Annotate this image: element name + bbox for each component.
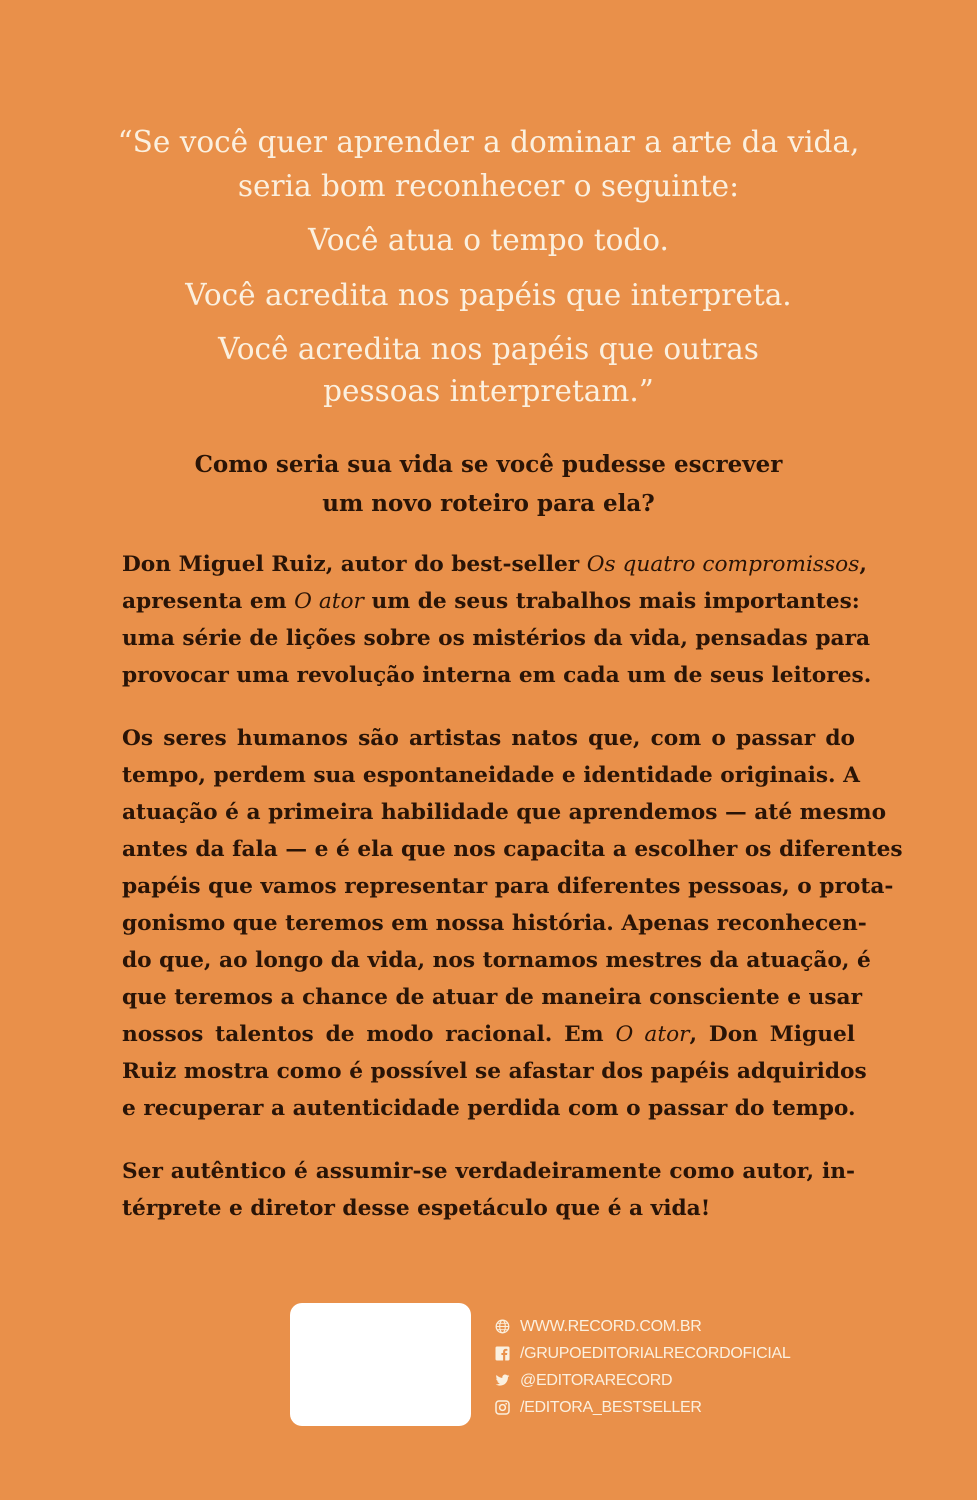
paragraph2-line-7: do que, ao longo da vida, nos tornamos mestres da atuação, é (122, 948, 871, 973)
social-text-website: WWW.RECORD.COM.BR (520, 1318, 702, 1335)
social-item-website[interactable] (495, 1313, 790, 1340)
paragraph2-line-10: Ruiz mostra como é possível se afastar dos papéis adquiridos (122, 1059, 867, 1084)
paragraph3-line-1: Ser autêntico é assumir-se verdadeiramente como autor, in- (122, 1159, 855, 1184)
quote-line-3: Você atua o tempo todo. (308, 223, 669, 257)
paragraph1-line-3: uma série de lições sobre os mistérios da vida, pensadas para (122, 626, 871, 651)
paragraph3-line-2: térprete e diretor desse espetáculo que é a vida! (122, 1196, 711, 1221)
social-text-twitter: @EDITORARECORD (520, 1372, 673, 1389)
paragraph2-line-6: gonismo que teremos em nossa história. Apenas reconhecen- (122, 911, 867, 936)
subtitle-line-2: um novo roteiro para ela? (322, 490, 655, 517)
social-text-instagram: /EDITORA_BESTSELLER (520, 1399, 702, 1416)
instagram-icon (495, 1400, 510, 1415)
barcode-box (290, 1303, 471, 1426)
book-title-o-ator-2: O ator (615, 1022, 690, 1047)
subtitle-line-1: Como seria sua vida se você pudesse escrever (194, 451, 783, 478)
twitter-icon (495, 1373, 510, 1388)
quote-line-1: “Se você quer aprender a dominar a arte da vida, (117, 125, 860, 159)
paragraph2-line-2: tempo, perdem sua espontaneidade e identidade originais. A (122, 763, 860, 788)
paragraph2-line-3: atuação é a primeira habilidade que aprendemos — até mesmo (122, 800, 887, 825)
paragraph1-line-1: Don Miguel Ruiz, autor do best-seller Os quatro compromissos, (122, 552, 867, 577)
globe-icon (495, 1319, 510, 1334)
quote-line-6: pessoas interpretam.” (323, 374, 654, 408)
paragraph2-line-4: antes da fala — e é ela que nos capacita a escolher os diferentes (122, 837, 903, 862)
paragraph1-line-4: provocar uma revolução interna em cada um de seus leitores. (122, 663, 872, 688)
social-item-instagram[interactable] (495, 1394, 790, 1421)
social-links (495, 1313, 790, 1421)
paragraph2-line-9: nossos talentos de modo racional. Em O ator, Don Miguel (122, 1022, 855, 1047)
social-item-facebook[interactable] (495, 1340, 790, 1367)
facebook-icon (495, 1346, 510, 1361)
paragraph2-line-5: papéis que vamos representar para diferentes pessoas, o prota- (122, 874, 894, 899)
book-title-os-quatro-compromissos: Os quatro compromissos (586, 552, 860, 577)
paragraph2-line-11: e recuperar a autenticidade perdida com o passar do tempo. (122, 1096, 856, 1121)
quote-line-2: seria bom reconhecer o seguinte: (237, 169, 740, 203)
quote-line-4: Você acredita nos papéis que interpreta. (185, 278, 792, 312)
quote-line-5: Você acredita nos papéis que outras (218, 332, 759, 366)
social-text-facebook: /GRUPOEDITORIALRECORDOFICIAL (520, 1345, 791, 1362)
paragraph1-line-2: apresenta em O ator um de seus trabalhos mais importantes: (122, 589, 860, 614)
social-item-twitter[interactable] (495, 1367, 790, 1394)
paragraph2-line-1: Os seres humanos são artistas natos que, com o passar do (122, 726, 855, 751)
book-title-o-ator: O ator (294, 589, 364, 614)
paragraph2-line-8: que teremos a chance de atuar de maneira consciente e usar (122, 985, 863, 1010)
